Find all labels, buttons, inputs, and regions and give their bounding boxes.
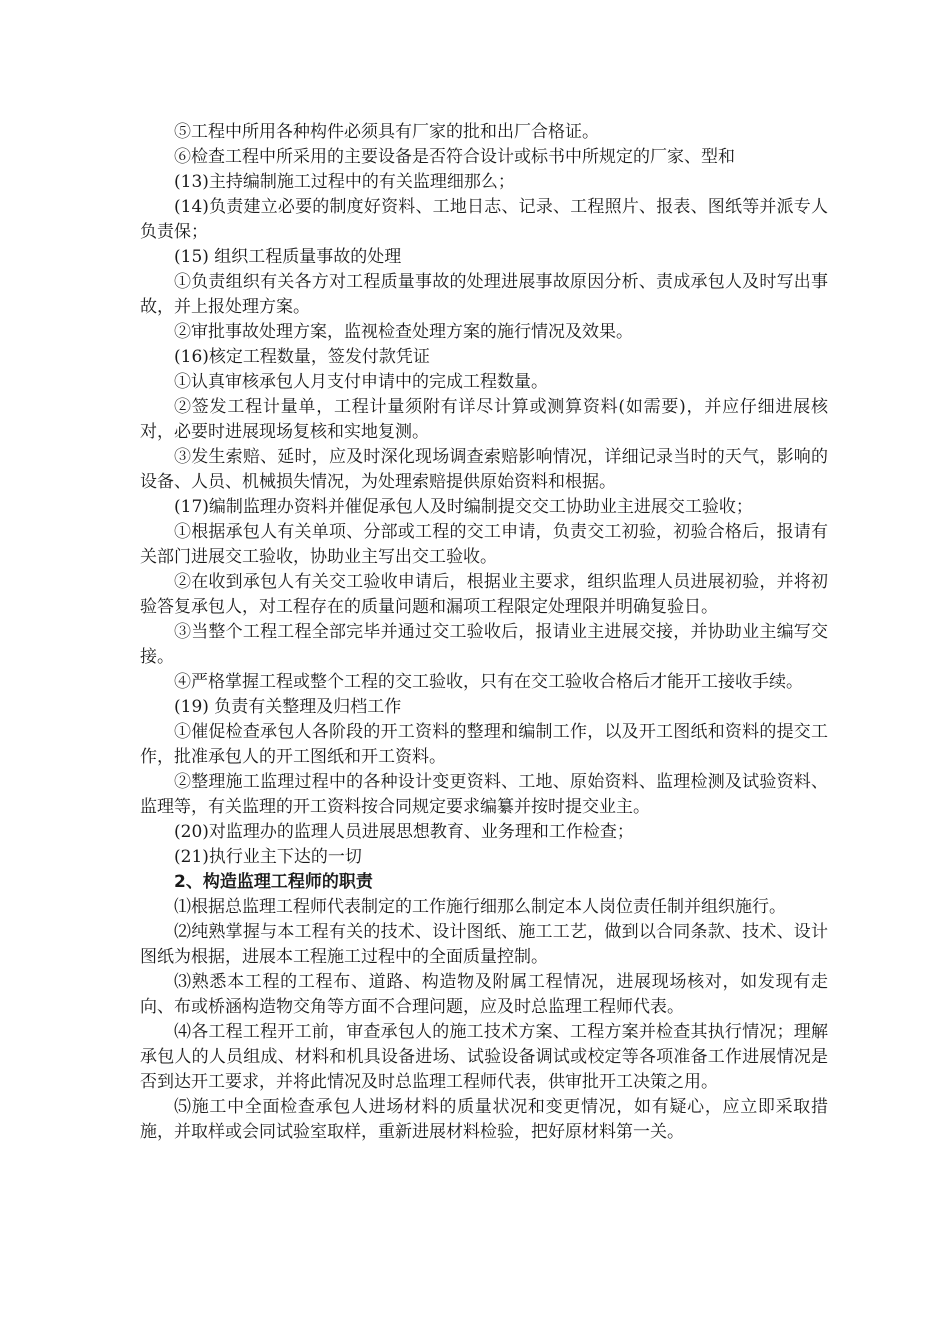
paragraph: ⑤工程中所用各种构件必须具有厂家的批和出厂合格证。 xyxy=(174,122,599,142)
paragraph: (19) 负责有关整理及归档工作 xyxy=(174,697,402,717)
paragraph: ③当整个工程工程全部完毕并通过交工验收后，报请业主进展交接，并协助业主编写交接。 xyxy=(140,622,828,667)
paragraph: (21)执行业主下达的一切 xyxy=(174,847,362,867)
paragraph: ⑷各工程工程开工前，审查承包人的施工技术方案、工程方案并检查其执行情况；理解承包人的人员组成、材料和机具设备进场、试验设备调试或校定等各项准备工作进展情况是否到达开工要求，并将此情况及时总监理工程师代表，供审批开工决策之用。 xyxy=(140,1022,828,1092)
paragraph: ④严格掌握工程或整个工程的交工验收，只有在交工验收合格后才能开工接收手续。 xyxy=(174,672,803,692)
paragraph: ②在收到承包人有关交工验收申请后，根据业主要求，组织监理人员进展初验，并将初验答复承包人，对工程存在的质量问题和漏项工程限定处理限并明确复验日。 xyxy=(140,572,828,617)
paragraph: ⑴根据总监理工程师代表制定的工作施行细那么制定本人岗位责任制并组织施行。 xyxy=(174,897,786,917)
paragraph: ③发生索赔、延时，应及时深化现场调查索赔影响情况，详细记录当时的天气，影响的设备、人员、机械损失情况，为处理索赔提供原始资料和根据。 xyxy=(140,447,828,492)
paragraph: (20)对监理办的监理人员进展思想教育、业务理和工作检查； xyxy=(174,822,634,842)
paragraph: (17)编制监理办资料并催促承包人及时编制提交交工协助业主进展交工验收； xyxy=(174,497,753,517)
paragraph: ②整理施工监理过程中的各种设计变更资料、工地、原始资料、监理检测及试验资料、监理等，有关监理的开工资料按合同规定要求编纂并按时提交业主。 xyxy=(140,772,828,817)
paragraph: ⑸施工中全面检查承包人进场材料的质量状况和变更情况，如有疑心，应立即采取措施，并取样或会同试验室取样，重新进展材料检验，把好原材料第一关。 xyxy=(140,1097,828,1142)
section-heading: 2、构造监理工程师的职责 xyxy=(174,872,373,892)
paragraph: ①认真审核承包人月支付申请中的完成工程数量。 xyxy=(174,372,548,392)
paragraph: ⑵纯熟掌握与本工程有关的技术、设计图纸、施工工艺，做到以合同条款、技术、设计图纸为根据，进展本工程施工过程中的全面质量控制。 xyxy=(140,922,828,967)
paragraph: ①负责组织有关各方对工程质量事故的处理进展事故原因分析、责成承包人及时写出事故，并上报处理方案。 xyxy=(140,272,828,317)
paragraph: ①催促检查承包人各阶段的开工资料的整理和编制工作，以及开工图纸和资料的提交工作，批准承包人的开工图纸和开工资料。 xyxy=(140,722,828,767)
paragraph: (14)负责建立必要的制度好资料、工地日志、记录、工程照片、报表、图纸等并派专人负责保； xyxy=(140,197,828,242)
paragraph: ②审批事故处理方案，监视检查处理方案的施行情况及效果。 xyxy=(174,322,633,342)
document-page xyxy=(140,120,828,1145)
paragraph: ⑥检查工程中所采用的主要设备是否符合设计或标书中所规定的厂家、型和 xyxy=(174,147,735,167)
paragraph: ①根据承包人有关单项、分部或工程的交工申请，负责交工初验，初验合格后，报请有关部门进展交工验收，协助业主写出交工验收。 xyxy=(140,522,828,567)
paragraph: (13)主持编制施工过程中的有关监理细那么； xyxy=(174,172,515,192)
paragraph: ⑶熟悉本工程的工程布、道路、构造物及附属工程情况，进展现场核对，如发现有走向、布或桥涵构造物交角等方面不合理问题，应及时总监理工程师代表。 xyxy=(140,972,828,1017)
paragraph: (16)核定工程数量，签发付款凭证 xyxy=(174,347,430,367)
paragraph: (15) 组织工程质量事故的处理 xyxy=(174,247,402,267)
paragraph: ②签发工程计量单，工程计量须附有详尽计算或测算资料(如需要)，并应仔细进展核对，必要时进展现场复核和实地复测。 xyxy=(140,397,828,442)
